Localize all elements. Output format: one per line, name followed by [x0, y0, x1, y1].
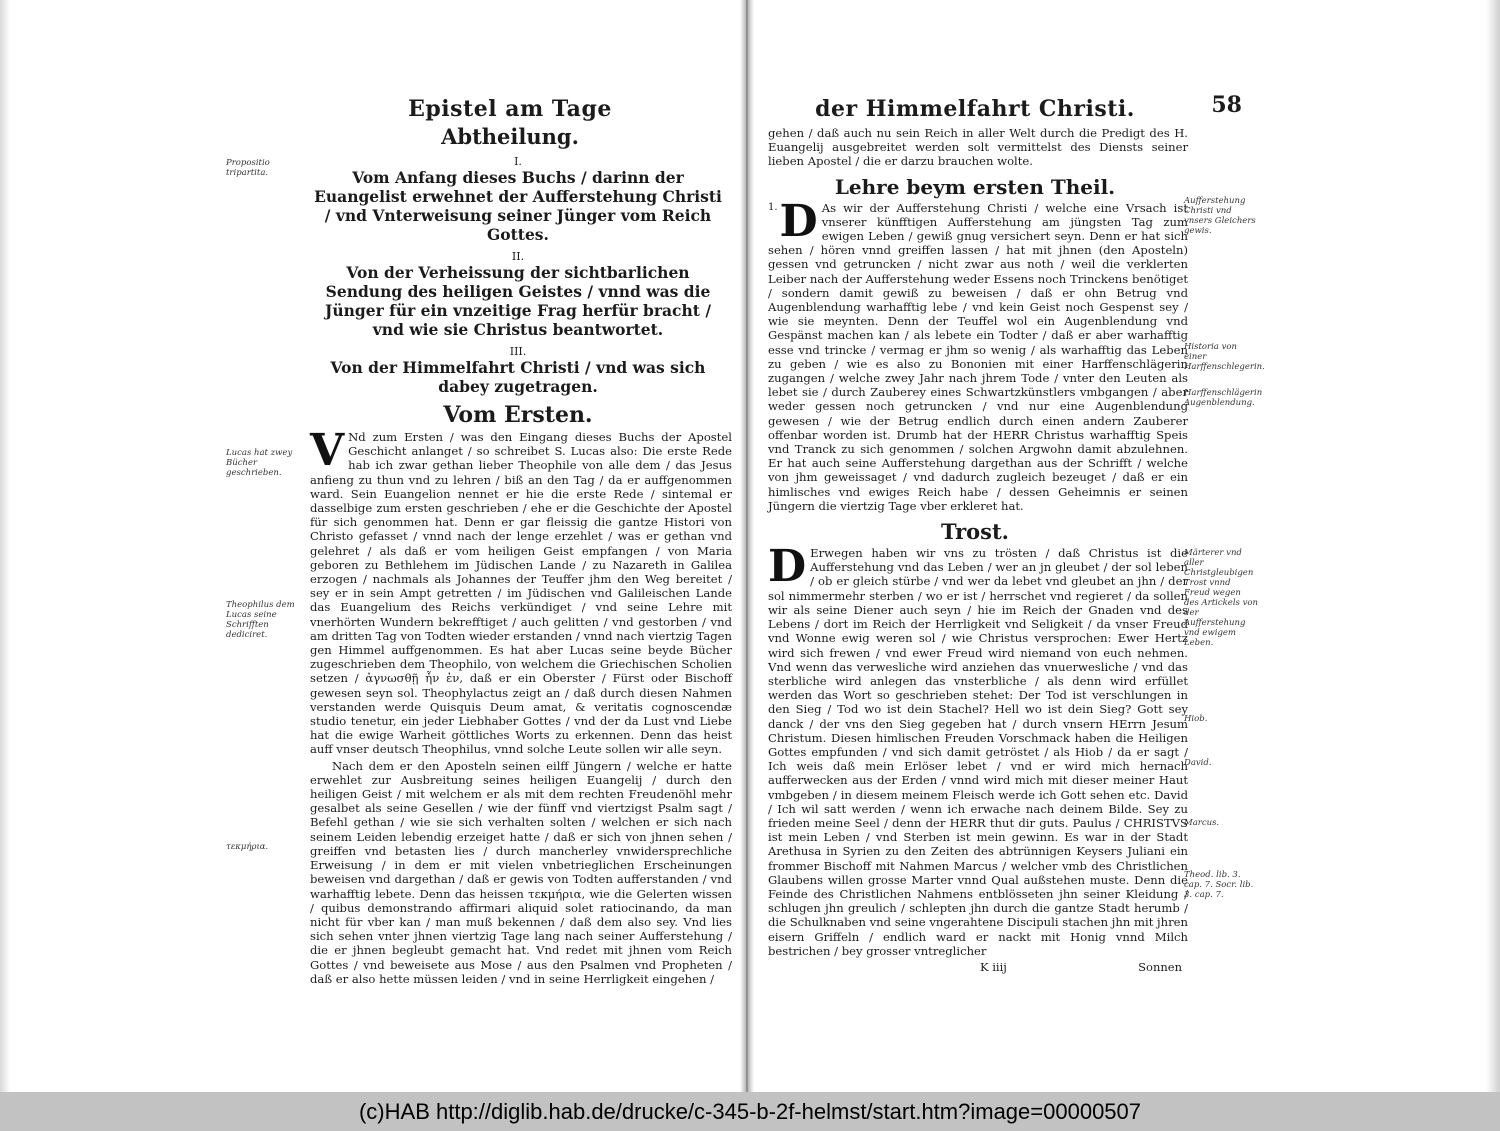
dropcap-d-trost: D	[768, 541, 807, 593]
trost-heading: Trost.	[940, 519, 1009, 545]
right-page	[760, 92, 1300, 976]
margin-note-aufferstehung: Aufferstehung Christi vnd vnsers Gleichers gewis.	[1184, 196, 1256, 236]
left-body-text	[200, 425, 740, 986]
heading-item-2: Von der Verheissung der sichtbarlichen Sendung des heiligen Geistes / vnnd was die Jünger für ein vnzeitige Frag herfür bracht / vnd wie sie Christus beantwortet.	[325, 263, 711, 339]
heading-roman-2: II.	[511, 250, 525, 263]
book-gutter	[740, 0, 754, 1092]
margin-note-harffenschlaegerin: Harffenschlägerin Augenblendung.	[1184, 388, 1263, 408]
signature-mark: K iiij	[980, 959, 1007, 974]
margin-note-historia: Historia von einer Harffenschlegerin.	[1184, 342, 1265, 372]
margin-note-maertyrer: Märterer vnd aller Christgleubigen Trost vnnd Freud wegen des Artickels von der Aufferstehung vnd ewigem Leben.	[1184, 548, 1258, 648]
right-page-edge	[1486, 0, 1500, 1092]
right-intro: gehen / daß auch nu sein Reich in aller Welt durch die Predigt des H. Euangelij ausgebreitet werden solt vermittelst des Diensts seiner lieben Apostel / die er darzu brauchen wolte.	[768, 126, 1188, 169]
lehre-heading: Lehre beym ersten Theil.	[834, 174, 1116, 199]
dropcap-d-lehre: D	[779, 195, 818, 247]
margin-note-propositio: Propositio tripartita.	[226, 158, 270, 178]
right-running-head: der Himmelfahrt Christi.	[815, 96, 1135, 122]
heading-item-3: Von der Himmelfahrt Christi / vnd was sich dabey zugetragen.	[330, 358, 706, 396]
margin-note-hiob: Hiob.	[1184, 714, 1208, 724]
margin-note-tekmeria: τεκμήρια.	[226, 842, 269, 852]
lehre-paragraph	[768, 195, 1188, 513]
footer-copyright-url[interactable]: (c)HAB http://diglib.hab.de/drucke/c-345-b-2f-helmst/start.htm?image=00000507	[358, 1098, 1142, 1124]
paragraph-2: Nach dem er den Aposteln seinen eilff Jüngern / welche er hatte erwehlet zur Ausbreitung seines heiligen Euangelij / durch den heiligen Geist / mit welchem er als mit dem rechten Freudenöhl mehr gesalbet als seine Gesellen / wie der fünff vnd viertzigst Psalm sagt / Befehl gethan / wie sie sich verhalten solten / welchen er sich nach seinem Leiden lebendig erzeiget hatte / daß er sich von jhnen sehen / greiffen vnd betasten lies / durch mancherley vnwidersprechliche Erweisung / in dem er mit vielen vnbetrieglichen Erscheinungen beweisen vnd dargethan / daß er gewis von Todten aufferstanden / vnd warhafftig lebete. Denn das heissen τεκμήρια, wie die Gelerten wissen / quibus demonstrando affirmari aliquid solet ratiocinando, da man nicht für vber kan / man muß bekennen / daß dem also sey. Vnd lies sich sehen vnter jhnen viertzig Tage lang nach seiner Aufferstehung / die er jhnen begleubt gemacht hat. Vnd redet mit jhnen vom Reich Gottes / vnd beweisete aus Mose / aus den Psalmen vnd Propheten / daß er also hette müssen leiden / vnd in seine Herrligkeit eingehen /	[310, 758, 732, 986]
margin-note-theod-socr: Theod. lib. 3. cap. 7. Socr. lib. 3. cap. 7.	[1184, 870, 1254, 900]
margin-note-marcus: Marcus.	[1184, 818, 1220, 828]
paragraph-1	[310, 425, 732, 757]
margin-note-david: David.	[1184, 758, 1212, 768]
margin-note-lucas-buecher: Lucas hat zwey Bücher geschrieben.	[226, 448, 293, 478]
headings-list	[296, 155, 740, 396]
heading-roman-1: I.	[514, 155, 522, 168]
heading-roman-3: III.	[509, 345, 527, 358]
trost-text: Erwegen haben wir vns zu trösten / daß Christus ist die Aufferstehung vnd das Leben / wer an jn gleubet / der sol leben / ob er gleich stürbe / vnd wer da lebet vnd gleubet an jhn / der sol nimmermehr sterben / wo er ist / herrschet vnd regieret / da sollen wir als seine Diener auch seyn / hie im Reich der Gnaden vnd des Lebens / dort im Reich der Herrligkeit vnd Seligkeit / da vnser Freud vnd Wonne ewig weren sol / wie Christus versprochen: Ewer Hertz wird sich frewen / vnd ewer Freud wird niemand von euch nehmen. Vnd wenn das verwesliche wird anziehen das vnuerwesliche / vnd das sterbliche wird anlegen das vnsterbliche / als denn wird erfüllet werden das Wort so geschrieben stehet: Der Tod ist verschlungen in den Sieg / Tod wo ist dein Stachel? Hell wo ist dein Sieg? Gott sey danck / der vns den Sieg gegeben hat / durch vnsern HErrn Jesum Christum. Diesen himlischen Freuden Vorschmack haben die Heiligen Gottes empfunden / vnd sich damit getröstet / als Hiob / da er sagt / Ich weis daß mein Erlöser lebet / vnd er wird mich hernach aufferwecken aus der Erden / vnnd wird mich mit dieser meiner Haut vmbgeben / in diesem meinem Fleisch werde ich Gott sehen etc. David / Ich wil satt werden / wenn ich erwache nach deinem Bilde. Sey zu frieden meine Seel / denn der HERR thut dir guts. Paulus / CHRISTVS ist mein Leben / vnd Sterben ist mein gewinn. Es war in der Stadt Arethusa in Syrien zu den Zeiten des abtrünnigen Keysers Juliani ein frommer Bischoff mit Nahmen Marcus / welcher vmb des Christlichen Glaubens willen grosse Marter vnnd Qual außstehen muste. Denn die Feinde des Christlichen Nahmens entblösseten jhn seiner Kleidung / schlugen jhn greulich / schlepten jhn durch die gantze Stadt herumb / die Schulknaben vnd seine vngerahtene Discipuli stachen jhn mit jhren eisern Griffeln / endlich ward er nackt mit Honig vnnd Milch bestrichen / bey grosser vntreglicher	[768, 546, 1188, 958]
section-title: Abtheilung.	[441, 124, 579, 149]
signature-line	[760, 958, 1300, 976]
left-page	[200, 96, 740, 986]
page-number: 58	[1211, 92, 1242, 118]
subheading-vom-ersten: Vom Ersten.	[443, 402, 593, 428]
heading-item-1: Vom Anfang dieses Buchs / darinn der Euangelist erwehnet der Aufferstehung Christi / vnd Vnterweisung seiner Jünger vom Reich Gottes.	[314, 168, 722, 244]
paragraph-1-text: Nd zum Ersten / was den Eingang dieses Buchs der Apostel Geschicht anlanget / so schreibet S. Lucas also: Die erste Rede hab ich zwar gethan lieber Theophile von alle dem / das Jesus anfieng zu thun vnd zu lehren / biß an den Tag / da er auffgenommen ward. Sein Euangelion nennet er hie die erste Rede / sintemal er dasselbige zum ersten geschrieben / ehe er die Geschichte der Apostel für sich genommen hat. Denn er gar fleissig die gantze Histori von Christo gefasset / vnnd nach der lenge erzehlet / was er gethan vnd gelehret / als daß er vom heiligen Geist empfangen / von Maria geboren zu Bethlehem im Jüdischen Lande / zu Nazareth in Galilea erzogen / nachmals als Johannes der Teuffer jhm den Weg bereitet / sey er in sein Ampt getretten / im Jüdischen vnd Galileischen Lande das Euangelium des Reichs verkündiget / vnd seine Lehre mit vnerhörten Wundern bekrefftiget / auch gelitten / vnd gestorben / vnd am dritten Tag von Todten wieder erstanden / vnnd nach viertzig Tagen gen Himmel auffgenommen. Es hat aber Lucas seine beyde Bücher zugeschrieben dem Theophilo, von welchem die Griechischen Scholien setzen / ἀγνωσθῇ ἦν ἐν, daß er ein Oberster / Fürst oder Bischoff gewesen seyn sol. Theophylactus zeigt an / daß durch diesen Nahmen verstanden werde Quisquis Deum amat, & veritatis cognoscendæ studio tenetur, ein jeder Liebhaber Gottes / vnd der da Lust vnd Liebe hat die ewige Warheit göttliches Worts zu erkennen. Denn das heist auff vnser deutsch Theophilus, vnnd solche Leute sollen wir alle seyn.	[310, 430, 732, 757]
left-page-edge	[0, 0, 10, 1092]
dropcap-v: V	[310, 425, 345, 476]
lehre-number: 1.	[768, 201, 778, 213]
catchword: Sonnen	[1138, 959, 1182, 974]
margin-note-theophilus: Theophilus dem Lucas seine Schrifften dediciret.	[226, 600, 295, 640]
trost-paragraph	[768, 541, 1188, 958]
lehre-text: As wir der Aufferstehung Christi / welche eine Vrsach ist vnserer künfftigen Aufferstehung am jüngsten Tag zum ewigen Leben / gewiß gnug versichert seyn. Denn er hat sich sehen / hören vnnd greiffen lassen / hat mit jhnen (den Aposteln) gessen vnd getruncken / nicht zwar aus noth / weil die verklerten Leiber nach der Aufferstehung weder Essens noch Trinckens benötiget / sondern damit gewiß zu beweisen / daß er ohn Betrug vnd Augenblendung warhafftig lebe / vnd kein Geist noch Gespenst sey / wie sie meynten. Denn der Teuffel wol ein Augenblendung vnd Gespänst machen kan / als lebete ein Todter / daß er aber warhafftig esse vnd trincke / vermag er jhm so wenig / als warhafftig das Leben zu geben / wie es also zu Bononien mit einer Harffenschlägerin zugangen / welche zwey Jahr nach jhrem Tode / vnter den Leuten als lebet sie / durch Zauberey eines Schwartzkünstlers vmbgangen / aber weder gessen noch getruncken / vnd nur eine Augenblendung gewesen / wie der Betrug endlich durch einen andern Zauberer offenbar worden ist. Drumb hat der HERR Christus warhafftig Speis vnd Tranck zu sich genommen / solchen Argwohn damit abzulehnen. Er hat auch seine Aufferstehung dargethan aus der Schrifft / welche von jhm geweissaget / vnd dadurch zugleich bezeuget / daß er ein himlisches vnd ewiges Reich habe / dessen Geheimnis er seinen Jüngern die viertzig Tage vber erkleret hat.	[768, 200, 1188, 513]
copyright-footer	[0, 1092, 1500, 1131]
left-running-head: Epistel am Tage	[408, 96, 612, 122]
